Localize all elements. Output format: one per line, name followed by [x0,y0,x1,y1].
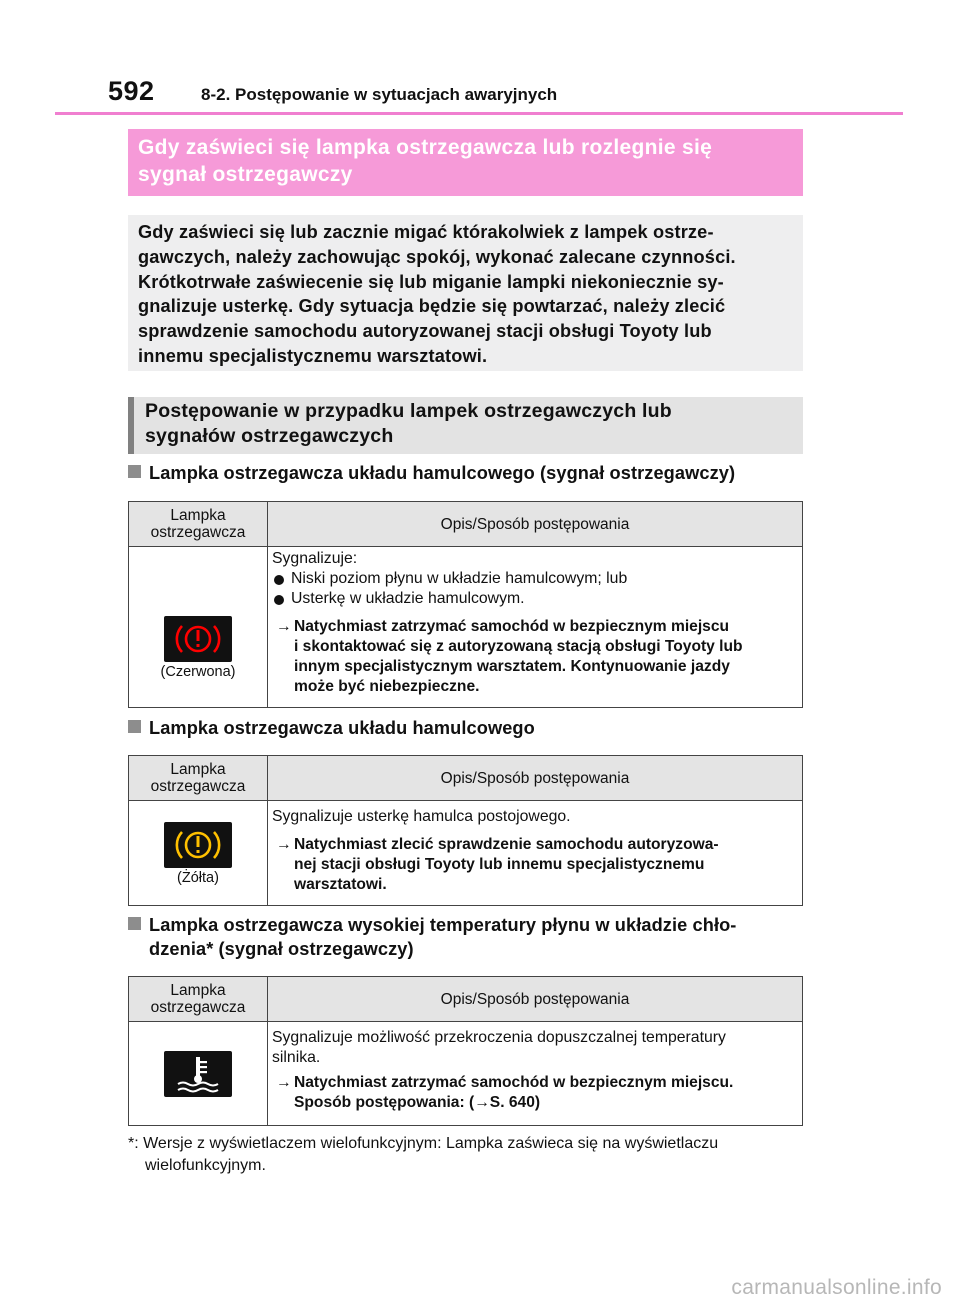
arrow-icon: → [276,618,292,635]
intro-line: innemu specjalistycznemu warsztatowi. [138,345,488,366]
coolant-temperature-icon [164,1051,232,1097]
block3-heading [128,913,736,961]
arrow-icon: → [276,1074,292,1091]
lamp-color-label: (Czerwona) [160,664,236,680]
block1-heading-text: Lampka ostrzegawcza układu hamulcowego (sygnał ostrzegawczy) [149,463,736,483]
section-title [128,397,803,454]
lamp-cell [129,1022,268,1126]
section-title-line: sygnałów ostrzegawczych [145,425,394,447]
block2-table [128,755,803,906]
section-title-line: Postępowanie w przypadku lampek ostrzegawczych lub [145,400,672,422]
signal-text: Sygnalizuje możliwość przekroczenia dopuszczalnej temperatury [272,1029,726,1046]
brake-warning-icon [164,616,232,662]
intro-line: Gdy zaświeci się lub zacznie migać którakolwiek z lampek ostrze- [138,222,714,242]
intro-line: gawczych, należy zachowując spokój, wykonać zalecane czynności. [138,246,736,267]
watermark: carmanualsonline.info [731,1276,942,1299]
bullet-item: Usterkę w układzie hamulcowym. [272,589,796,609]
footnote-line: *: Wersje z wyświetlaczem wielofunkcyjnym: Lampka zaświeca się na wyświetlaczu [128,1135,719,1152]
page-number: 592 [108,76,155,106]
signal-label: Sygnalizuje: [272,550,358,567]
action-text: → Natychmiast zlecić sprawdzenie samochodu autoryzowa- nej stacji obsługi Toyoty lub innemu specjalistycznemu warsztatowi. [276,836,719,893]
square-bullet-icon [128,720,141,733]
signal-text: Sygnalizuje usterkę hamulca postojowego. [272,808,571,825]
main-title [128,129,803,196]
action-text: → Natychmiast zatrzymać samochód w bezpiecznym miejscu. Sposób postępowania: (→S. 640) [276,1074,734,1111]
intro-line: gnalizuje usterkę. Gdy sytuacja będzie się powtarzać, należy zlecić [138,296,726,317]
intro-line: sprawdzenie samochodu autoryzowanej stacji obsługi Toyoty lub [138,321,712,342]
footnote [128,1133,803,1176]
description-cell [268,547,803,708]
action-text: → Natychmiast zatrzymać samochód w bezpiecznym miejscu i skontaktować się z autoryzowaną stacją obsługi Toyoty lub innym specjalistycznym warsztatem. Kontynuowanie jazdy może być niebezpieczne. [276,618,743,695]
header-rule [55,112,903,115]
intro-line: Krótkotrwałe zaświecenie się lub miganie lampki niekoniecznie sy- [138,271,724,292]
block1-table [128,501,803,708]
lamp-column-header: Lampka ostrzegawcza [129,977,268,1022]
block3-heading-text: Lampka ostrzegawcza wysokiej temperatury płynu w układzie chło- [149,915,737,935]
bullet-item: Niski poziom płynu w układzie hamulcowym; lub [272,569,796,589]
block3-heading-text: dzenia* (sygnał ostrzegawczy) [149,939,414,959]
desc-column-header: Opis/Sposób postępowania [268,977,803,1022]
block3-table [128,976,803,1126]
block1-heading [128,461,735,485]
intro-box [128,215,803,371]
block2-heading [128,716,535,740]
chapter-title: 8-2. Postępowanie w sytuacjach awaryjnych [201,85,558,104]
lamp-cell [129,801,268,906]
lamp-cell [129,547,268,708]
square-bullet-icon [128,465,141,478]
desc-column-header: Opis/Sposób postępowania [268,756,803,801]
brake-warning-icon [164,822,232,868]
block2-heading-text: Lampka ostrzegawcza układu hamulcowego [149,718,535,738]
description-cell [268,801,803,906]
main-title-line: Gdy zaświeci się lampka ostrzegawcza lub rozlegnie się [138,136,713,159]
lamp-column-header: Lampka ostrzegawcza [129,756,268,801]
lamp-column-header: Lampka ostrzegawcza [129,502,268,547]
lamp-color-label: (Żółta) [177,870,219,886]
desc-column-header: Opis/Sposób postępowania [268,502,803,547]
description-cell [268,1022,803,1126]
arrow-icon: → [276,836,292,853]
square-bullet-icon [128,917,141,930]
main-title-line: sygnał ostrzegawczy [138,163,353,186]
footnote-line: wielofunkcyjnym. [145,1156,266,1174]
signal-text: silnika. [272,1049,321,1066]
